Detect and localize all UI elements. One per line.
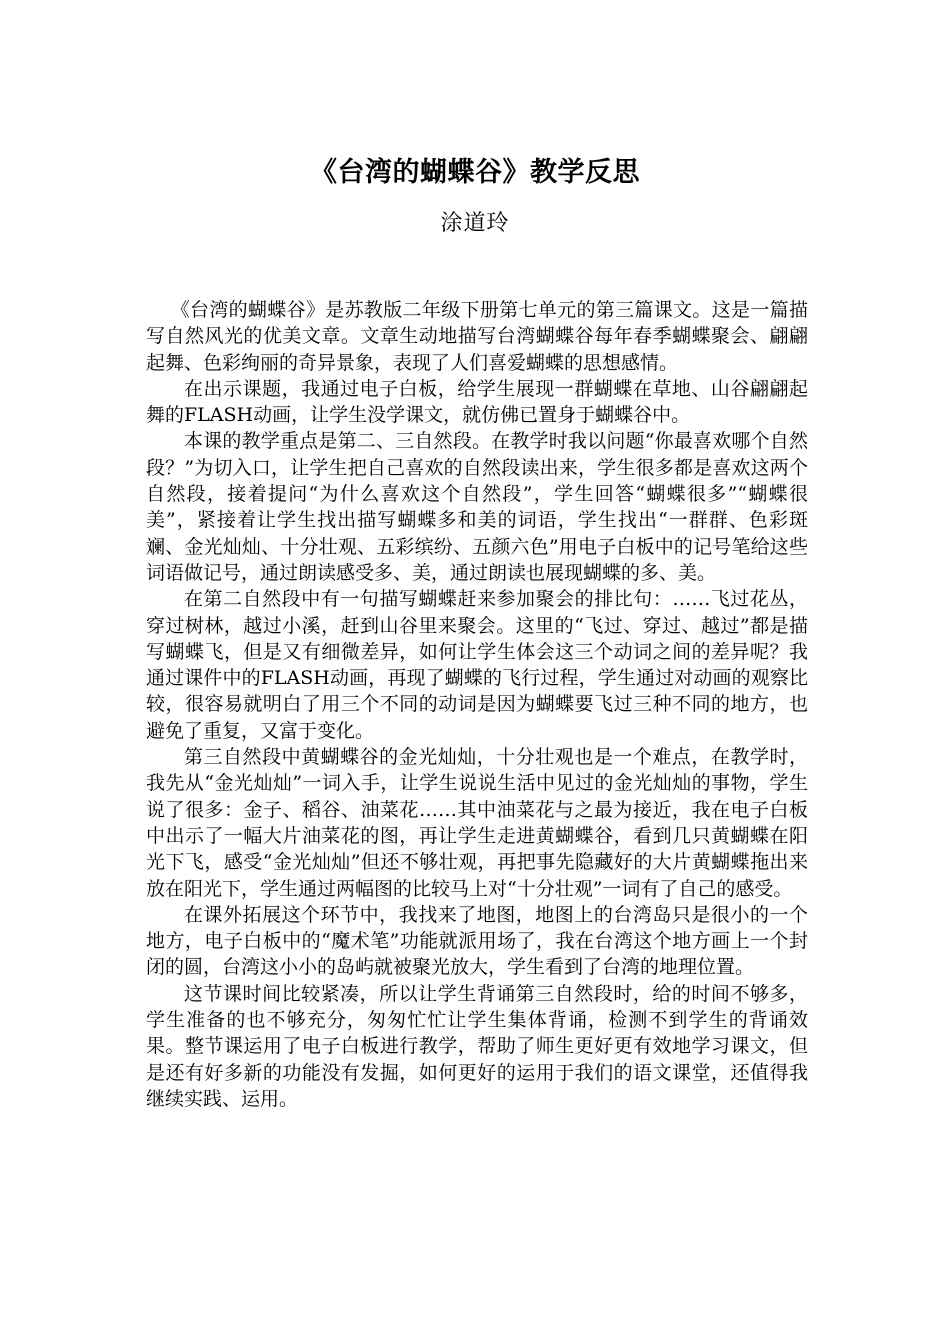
document-author: 涂道玲 xyxy=(440,211,510,236)
paragraph-4: 在第二自然段中有一句描写蝴蝶赶来参加聚会的排比句：……飞过花丛，穿过树林，越过小溪，赶到山谷里来聚会。这里的“飞过、穿过、越过”都是描写蝴蝶飞，但是又有细微差异，如何让学生体会这三个动词之间的差异呢？我通过课件中的FLASH动画，再现了蝴蝶的飞行过程，学生通过对动画的观察比较，很容易就明白了用三个不同的动词是因为蝴蝶要飞过三种不同的地方，也避免了重复，又富于变化。 xyxy=(146,588,808,742)
paragraph-5: 第三自然段中黄蝴蝶谷的金光灿灿，十分壮观也是一个难点，在教学时，我先从“金光灿灿”一词入手，让学生说说生活中见过的金光灿灿的事物，学生说了很多：金子、稻谷、油菜花……其中油菜花与之最为接近，我在电子白板中出示了一幅大片油菜花的图，再让学生走进黄蝴蝶谷，看到几只黄蝴蝶在阳光下飞，感受“金光灿灿”但还不够壮观，再把事先隐藏好的大片黄蝴蝶拖出来放在阳光下，学生通过两幅图的比较马上对“十分壮观”一词有了自己的感受。 xyxy=(146,746,808,900)
document-body xyxy=(146,297,808,1112)
document-title: 《台湾的蝴蝶谷》教学反思 xyxy=(310,157,640,188)
paragraph-7: 这节课时间比较紧凑，所以让学生背诵第三自然段时，给的时间不够多，学生准备的也不够充分，匆匆忙忙让学生集体背诵，检测不到学生的背诵效果。整节课运用了电子白板进行教学，帮助了师生更好更有效地学习课文，但是还有好多新的功能没有发掘，如何更好的运用于我们的语文课堂，还值得我继续实践、运用。 xyxy=(146,982,808,1110)
paragraph-1: 《台湾的蝴蝶谷》是苏教版二年级下册第七单元的第三篇课文。这是一篇描写自然风光的优美文章。文章生动地描写台湾蝴蝶谷每年春季蝴蝶聚会、翩翩起舞、色彩绚丽的奇异景象，表现了人们喜爱蝴蝶的思想感情。 xyxy=(146,299,808,374)
paragraph-6: 在课外拓展这个环节中，我找来了地图，地图上的台湾岛只是很小的一个地方，电子白板中的“魔术笔”功能就派用场了，我在台湾这个地方画上一个封闭的圆，台湾这小小的岛屿就被聚光放大，学生看到了台湾的地理位置。 xyxy=(146,903,808,979)
paragraph-3: 本课的教学重点是第二、三自然段。在教学时我以问题“你最喜欢哪个自然段？”为切入口，让学生把自己喜欢的自然段读出来，学生很多都是喜欢这两个自然段，接着提问“为什么喜欢这个自然段”，学生回答“蝴蝶很多”“蝴蝶很美”，紧接着让学生找出描写蝴蝶多和美的词语，学生找出“一群群、色彩斑斓、金光灿灿、十分壮观、五彩缤纷、五颜六色”用电子白板中的记号笔给这些词语做记号，通过朗读感受多、美，通过朗读也展现蝴蝶的多、美。 xyxy=(146,430,808,584)
paragraph-2: 在出示课题，我通过电子白板，给学生展现一群蝴蝶在草地、山谷翩翩起舞的FLASH动画，让学生没学课文，就仿佛已置身于蝴蝶谷中。 xyxy=(146,377,808,427)
